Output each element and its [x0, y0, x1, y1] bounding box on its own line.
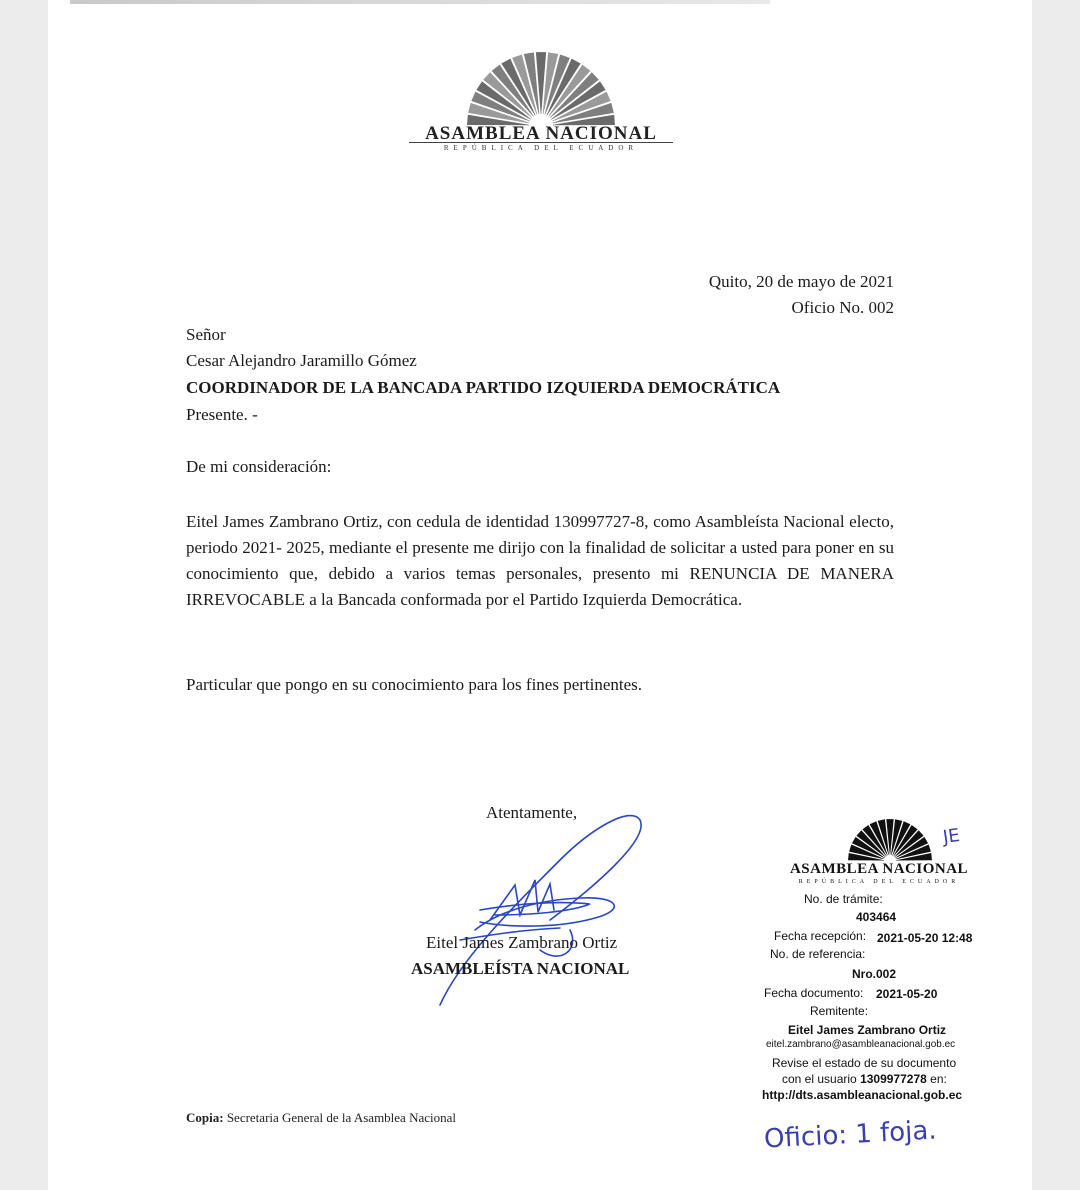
stamp-referencia-value: Nro.002: [852, 967, 897, 981]
copia-text: Secretaria General de la Asamblea Nacional: [226, 1110, 457, 1125]
stamp-user: 1309977278: [860, 1072, 927, 1086]
letterhead-subtitle: REPÚBLICA DEL ECUADOR: [443, 144, 639, 152]
stamp-revise-suffix: en:: [930, 1072, 947, 1086]
oficio-number: Oficio No. 002: [791, 298, 894, 317]
stamp-remitente-value: Eitel James Zambrano Ortiz: [788, 1023, 947, 1037]
body-paragraph: Eitel James Zambrano Ortiz, con cedula de identidad 130997727-8, como Asambleísta Nacional electo, periodo 2021- 2025, mediante el presente me dirijo con la finalidad de solicitar a usted para poner en su conocimiento que, debido a varios temas personales, presento mi RENUNCIA DE MANERA IRREVOCABLE a la Bancada conformada por el Partido Izquierda Democrática.: [186, 512, 894, 609]
presente: Presente. -: [186, 405, 258, 424]
valediction: Atentamente,: [486, 803, 578, 822]
salutation: Señor: [186, 325, 226, 344]
stamp-recepcion-label: Fecha recepción:: [774, 929, 867, 943]
recipient-position: COORDINADOR DE LA BANCADA PARTIDO IZQUIERDA DEMOCRÁTICA: [186, 378, 781, 397]
stamp-revise-line2: [782, 1072, 947, 1086]
stamp-email: eitel.zambrano@asambleanacional.gob.ec: [766, 1039, 956, 1050]
stamp-subtitle: REPÚBLICA DEL ECUADOR: [798, 879, 960, 885]
copia-label: Copia:: [186, 1110, 224, 1125]
stamp-tramite-value: 403464: [856, 910, 897, 924]
stamp-referencia-label: No. de referencia:: [770, 947, 866, 961]
sunburst-emblem-icon: [405, 50, 677, 130]
letterhead-logo: [405, 50, 677, 150]
closing-line: Particular que pongo en su conocimiento para los fines pertinentes.: [186, 675, 643, 694]
stamp-documento-label: Fecha documento:: [764, 986, 864, 1000]
recipient-name: Cesar Alejandro Jaramillo Gómez: [186, 351, 417, 370]
stamp-revise-line1: Revise el estado de su documento: [772, 1056, 957, 1070]
stamp-recepcion-value: 2021-05-20 12:48: [877, 931, 973, 945]
stamp-documento-value: 2021-05-20: [876, 987, 938, 1001]
copia-line: [186, 1110, 456, 1126]
signer-name: Eitel James Zambrano Ortiz: [426, 933, 618, 952]
handwritten-initials: JE: [941, 824, 962, 849]
stamp-title: ASAMBLEA NACIONAL: [789, 861, 969, 877]
reception-stamp: [760, 815, 1020, 1115]
stamp-revise-prefix: con el usuario: [782, 1072, 857, 1086]
stamp-url: http://dts.asambleanacional.gob.ec: [762, 1088, 963, 1102]
letterhead-title: ASAMBLEA NACIONAL: [425, 123, 657, 144]
greeting: De mi consideración:: [186, 457, 332, 476]
stamp-tramite-label: No. de trámite:: [804, 892, 883, 906]
signer-title: ASAMBLEÍSTA NACIONAL: [411, 959, 630, 978]
place-date: Quito, 20 de mayo de 2021: [708, 272, 894, 291]
handwritten-note: Oficio: 1 foja.: [763, 1115, 938, 1155]
scan-top-strip: [70, 0, 770, 4]
stamp-remitente-label: Remitente:: [810, 1004, 869, 1018]
stamp-sunburst-icon: [840, 817, 940, 865]
